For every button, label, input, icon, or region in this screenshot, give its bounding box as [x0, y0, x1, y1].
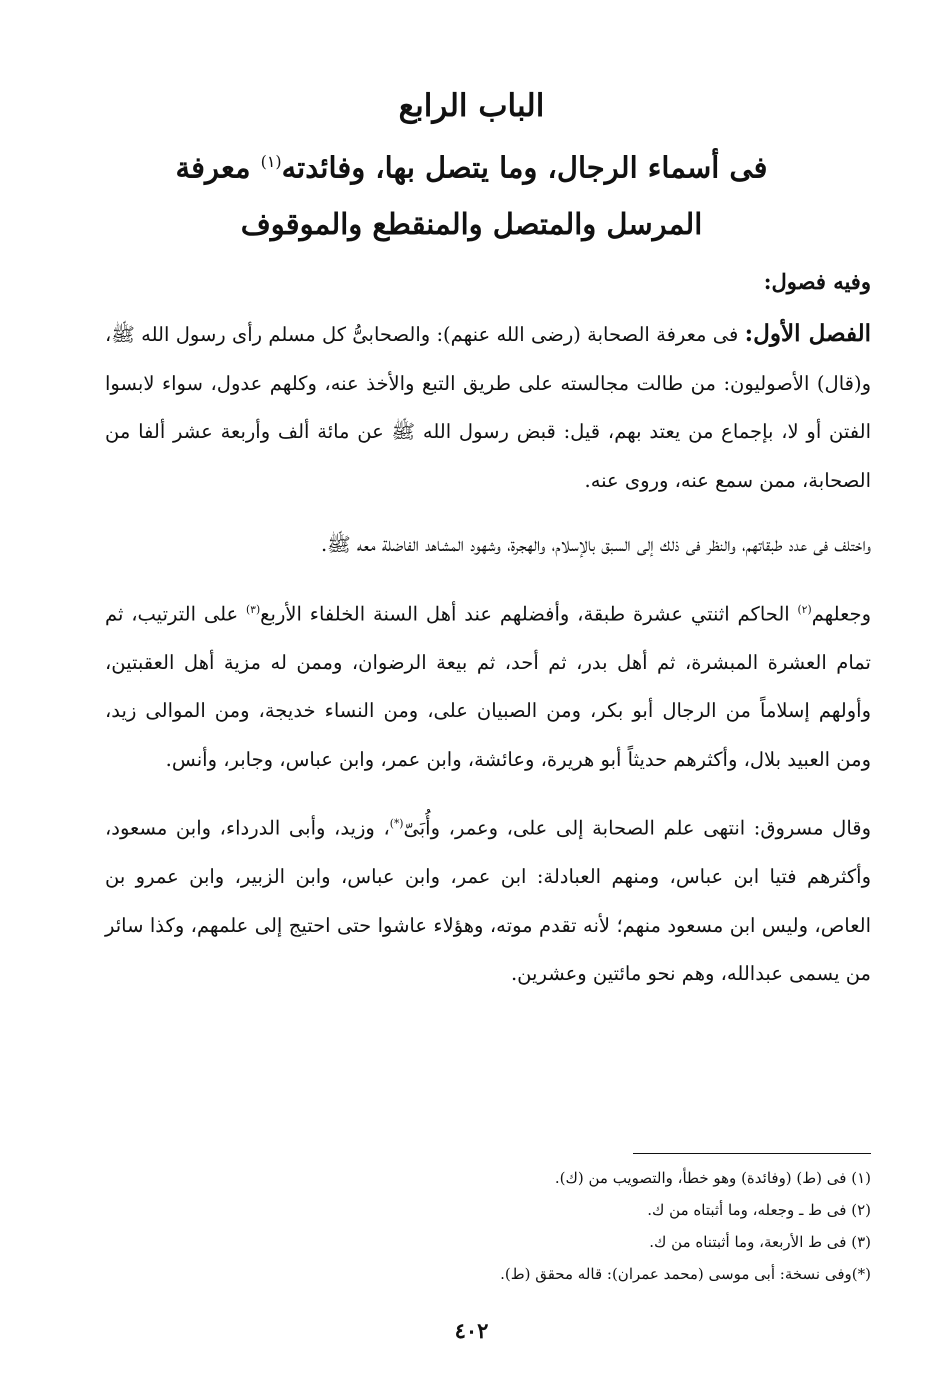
paragraph-1-text: فى معرفة الصحابة (رضى الله عنهم): والصحابىُّ كل مسلم رأى رسول الله ﷺ، و(قال) الأصوليون: من طالت مجالسته على طريق التبع والأخذ عنه، وكلهم عدول، سواء لابسوا الفتن أو لا، بإجماع من يعتد بهم، قيل: قبض رسول الله ﷺ عن مائة ألف وأربعة عشر ألفا من الصحابة، ممن سمع عنه، وروى عنه.: [105, 323, 871, 492]
chapter-subtitle-line-1: [100, 134, 843, 196]
footnote-3: (٣) فى ط الأربعة، وما أثبتناه من ك.: [649, 1233, 871, 1251]
section-lead: الفصل الأول:: [744, 320, 871, 347]
footnote-2: (٢) فى ط ـ وجعله، وما أثبتاه من ك.: [647, 1201, 871, 1219]
footnote-ref-1: (١): [260, 152, 282, 171]
chapter-title: الباب الرابع: [398, 88, 545, 124]
footnote-ref-3: (٣): [246, 602, 261, 616]
paragraph-3-text-a: وجعلهم: [811, 602, 871, 625]
paragraph-4: [105, 800, 871, 999]
paragraph-3: [105, 586, 871, 785]
paragraph-3-text-b: الحاكم اثنتي عشرة طبقة، وأفضلهم عند أهل السنة الخلفاء الأربع: [260, 602, 798, 625]
paragraph-1: [105, 310, 871, 505]
paragraph-2: واختلف فى عدد طبقاتهم، والنظر فى ذلك إلى السبق بالإسلام، والهجرة، وشهود المشاهد الفاضلة معه ﷺ.: [320, 533, 871, 556]
section-intro: وفيه فصول:: [763, 269, 871, 294]
paragraph-4-text-a: وقال مسروق: انتهى علم الصحابة إلى على، وعمر، وأُبَىّ: [403, 816, 872, 840]
paragraph-3-text-c: على الترتيب، ثم تمام العشرة المبشرة، ثم أهل بدر، ثم أحد، ثم بيعة الرضوان، وممن له مزية أهل العقبتين، وأولهم إسلاماً من الرجال أبو بكر، ومن الصبيان على، ومن النساء خديجة، ومن الموالى زيد، ومن العبيد بلال، وأكثرهم حديثاً أبو هريرة، وعائشة، وابن عمر، وابن عباس، وجابر، وأنس.: [105, 602, 871, 771]
chapter-heading: [100, 78, 843, 252]
footnotes: [300, 1162, 871, 1290]
subtitle-text-a: فى أسماء الرجال، وما يتصل بها، وفائدته: [281, 150, 768, 185]
footnote-divider: [633, 1153, 871, 1154]
paragraph-4-text-b: ، وزيد، وأبى الدرداء، وابن مسعود، وأكثرهم فتيا ابن عباس، ومنهم العبادلة: ابن عمر، وابن عباس، وابن الزبير، وابن عمرو بن العاص، وليس ابن مسعود منهم؛ لأنه تقدم موته، وهؤلاء عاشوا حتى احتيج إلى علمهم، وكذا سائر من يسمى عبدالله، وهم نحو مائتين وعشرين.: [105, 816, 871, 985]
footnote-ref-2: (٢): [797, 602, 812, 616]
footnote-ref-star: (*): [389, 817, 404, 830]
subtitle-text-b: معرفة: [175, 150, 261, 185]
footnote-1: (١) فى (ط) (وفائدة) وهو خطأ، والتصويب من (ك).: [554, 1169, 871, 1187]
footnote-star: (*)وفى نسخة: أبى موسى (محمد عمران): قاله محقق (ط).: [500, 1265, 871, 1283]
chapter-subtitle-line-2: المرسل والمتصل والمنقطع والموقوف: [240, 206, 703, 241]
page-number: ٤٠٢: [454, 1318, 489, 1343]
main-text: [105, 310, 871, 1015]
